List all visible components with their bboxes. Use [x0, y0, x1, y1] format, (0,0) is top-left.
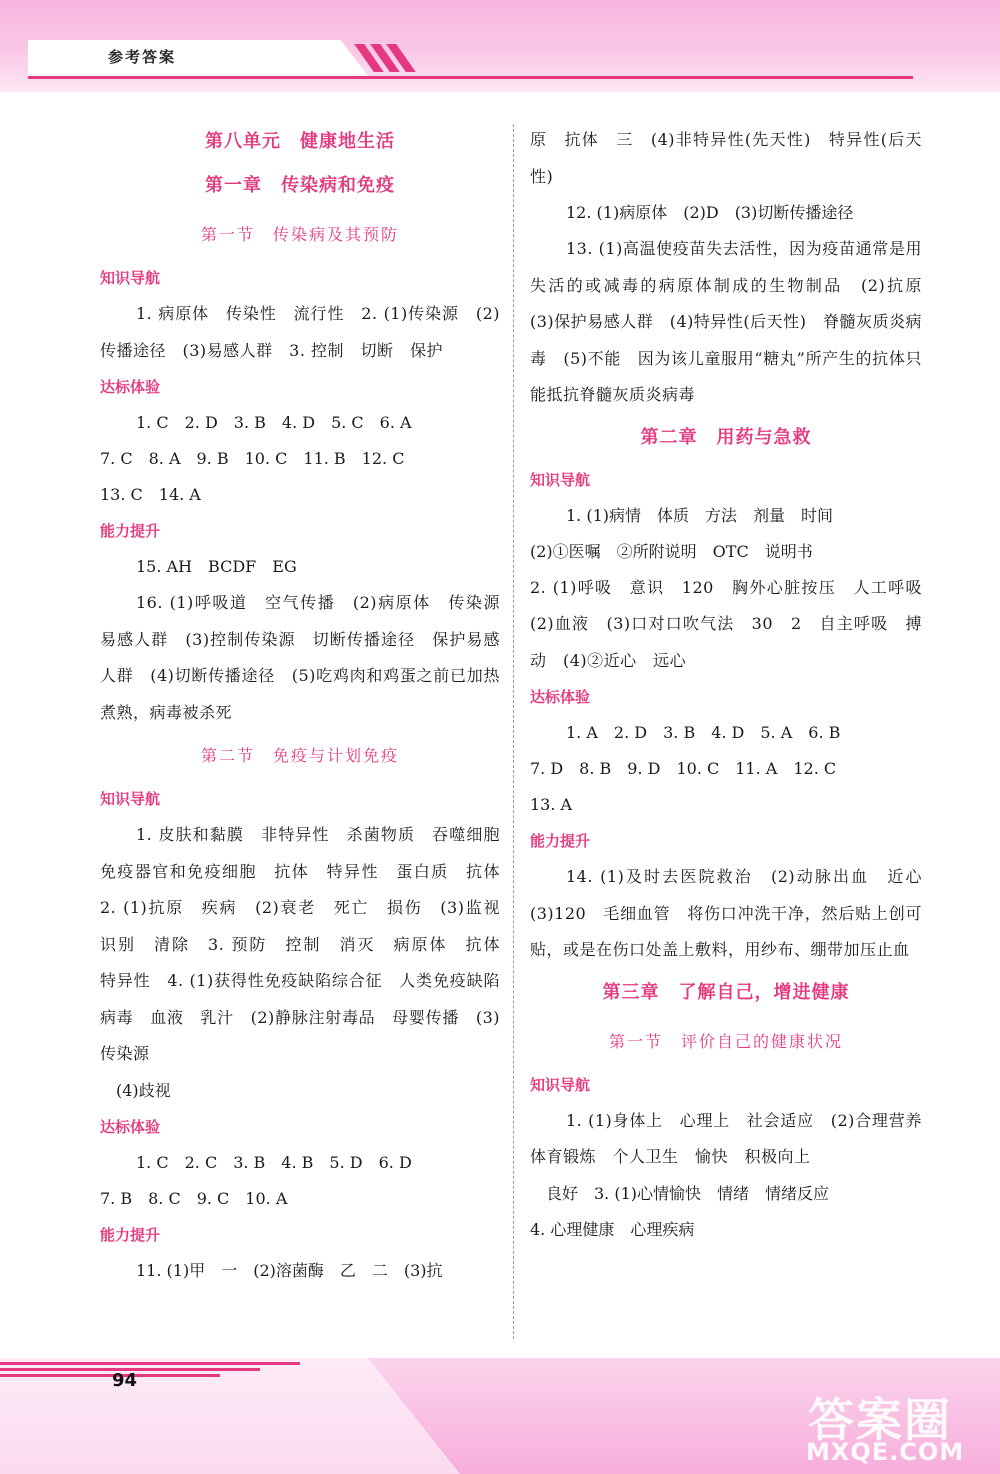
left-column	[100, 122, 517, 1289]
answer-line: 4. 心理健康 心理疾病	[530, 1219, 695, 1239]
answer-line: 11. (1)甲 一 (2)溶菌酶 乙 二 (3)抗	[136, 1260, 443, 1280]
subheading-nengli: 能力提升	[100, 1225, 161, 1244]
subheading-nengli: 能力提升	[100, 522, 161, 540]
answer-line: 13. A	[530, 795, 573, 814]
subheading-zhishi: 知识导航	[100, 269, 161, 287]
answer-paragraph: 1. (1)身体上 心理上 社会适应 (2)合理营养 体育锻炼 个人卫生 愉快 积极向上	[530, 1110, 939, 1166]
header-rule	[28, 76, 913, 79]
subheading-nengli: 能力提升	[530, 832, 591, 850]
footer-rule	[0, 1362, 300, 1365]
answer-line: 7. C 8. A 9. B 10. C 11. B 12. C	[100, 449, 405, 468]
watermark-logo: 答案圈	[808, 1393, 952, 1447]
footer-rule	[0, 1374, 220, 1377]
subheading-dabiao: 达标体验	[100, 1117, 161, 1136]
watermark-url: MXQE.COM	[806, 1438, 965, 1466]
answer-line: 1. A 2. D 3. B 4. D 5. A 6. B	[566, 723, 841, 742]
subheading-zhishi: 知识导航	[100, 790, 161, 808]
answer-line: 1. (1)病情 体质 方法 剂量 时间	[566, 505, 834, 525]
header-title: 参考答案	[108, 48, 177, 66]
answer-paragraph: 1. 病原体 传染性 流行性 2. (1)传染源 (2)传播途径 (3)易感人群 3. 控制 切断 保护	[100, 304, 500, 360]
answer-line: (4)歧视	[116, 1080, 171, 1100]
answer-line: (2)①医嘱 ②所附说明 OTC 说明书	[530, 541, 813, 561]
chapter-title: 第三章 了解自己，增进健康	[602, 981, 850, 1003]
subheading-dabiao: 达标体验	[530, 688, 591, 706]
right-column	[530, 122, 939, 1248]
answer-line: 7. B 8. C 9. C 10. A	[100, 1188, 288, 1208]
answer-line: 13. C 14. A	[100, 485, 201, 504]
answer-paragraph: 16. (1)呼吸道 空气传播 (2)病原体 传染源 易感人群 (3)控制传染源 切断传播途径 保护易感人群 (4)切断传播途径 (5)吃鸡肉和鸡蛋之前已加热煮熟，病毒被杀死	[100, 593, 517, 722]
subheading-dabiao: 达标体验	[100, 378, 161, 396]
answer-line: 12. (1)病原体 (2)D (3)切断传播途径	[566, 203, 854, 222]
answer-paragraph: 14. (1)及时去医院救治 (2)动脉出血 近心 (3)120 毛细血管 将伤口冲洗干净，然后贴上创可贴，或是在伤口处盖上敷料，用纱布、绷带加压止血	[530, 867, 939, 959]
column-divider	[513, 124, 514, 1339]
answer-line: 7. D 8. B 9. D 10. C 11. A 12. C	[530, 759, 837, 778]
chapter-title: 第一章 传染病和免疫	[205, 175, 395, 196]
chapter-title: 第二章 用药与急救	[640, 426, 812, 448]
answer-paragraph: 13. (1)高温使疫苗失去活性，因为疫苗通常是用失活的或减毒的病原体制成的生物制品 (2)抗原 (3)保护易感人群 (4)特异性(后天性) 脊髓灰质炎病毒 (5)不能 因为该儿童服用“糖丸”所产生的抗体只能抵抗脊髓灰质炎病毒	[530, 239, 939, 404]
answer-paragraph: 2. (1)呼吸 意识 120 胸外心脏按压 人工呼吸 (2)血液 (3)口对口吹气法 30 2 自主呼吸 搏动 (4)②近心 远心	[530, 577, 939, 670]
page-number: 94	[112, 1370, 138, 1391]
unit-title: 第八单元 健康地生活	[205, 131, 395, 152]
section-title: 第一节 评价自己的健康状况	[608, 1031, 843, 1051]
header-tab	[28, 40, 368, 76]
answer-line: 1. C 2. D 3. B 4. D 5. C 6. A	[136, 413, 412, 432]
answer-paragraph: 原 抗体 三 (4)非特异性(先天性) 特异性(后天性)	[530, 130, 922, 186]
subheading-zhishi: 知识导航	[530, 470, 591, 489]
section-title: 第二节 免疫与计划免疫	[200, 746, 399, 765]
answer-line: 1. C 2. C 3. B 4. B 5. D 6. D	[136, 1152, 412, 1172]
subheading-zhishi: 知识导航	[530, 1075, 591, 1094]
answer-line: 15. AH BCDF EG	[136, 557, 297, 576]
section-title: 第一节 传染病及其预防	[200, 225, 399, 244]
answer-paragraph: 1. 皮肤和黏膜 非特异性 杀菌物质 吞噬细胞 免疫器官和免疫细胞 抗体 特异性 蛋白质 抗体 2. (1)抗原 疾病 (2)衰老 死亡 损伤 (3)监视 识别 清除 3. 预防 控制 消灭 病原体 抗体 特异性 4. (1)获得性免疫缺陷综合征 人类免疫缺陷病毒 血液 乳汁 (2)静脉注射毒品 母婴传播 (3)传染源	[100, 825, 517, 1063]
answer-line: 良好 3. (1)心情愉快 情绪 情绪反应	[546, 1183, 830, 1203]
